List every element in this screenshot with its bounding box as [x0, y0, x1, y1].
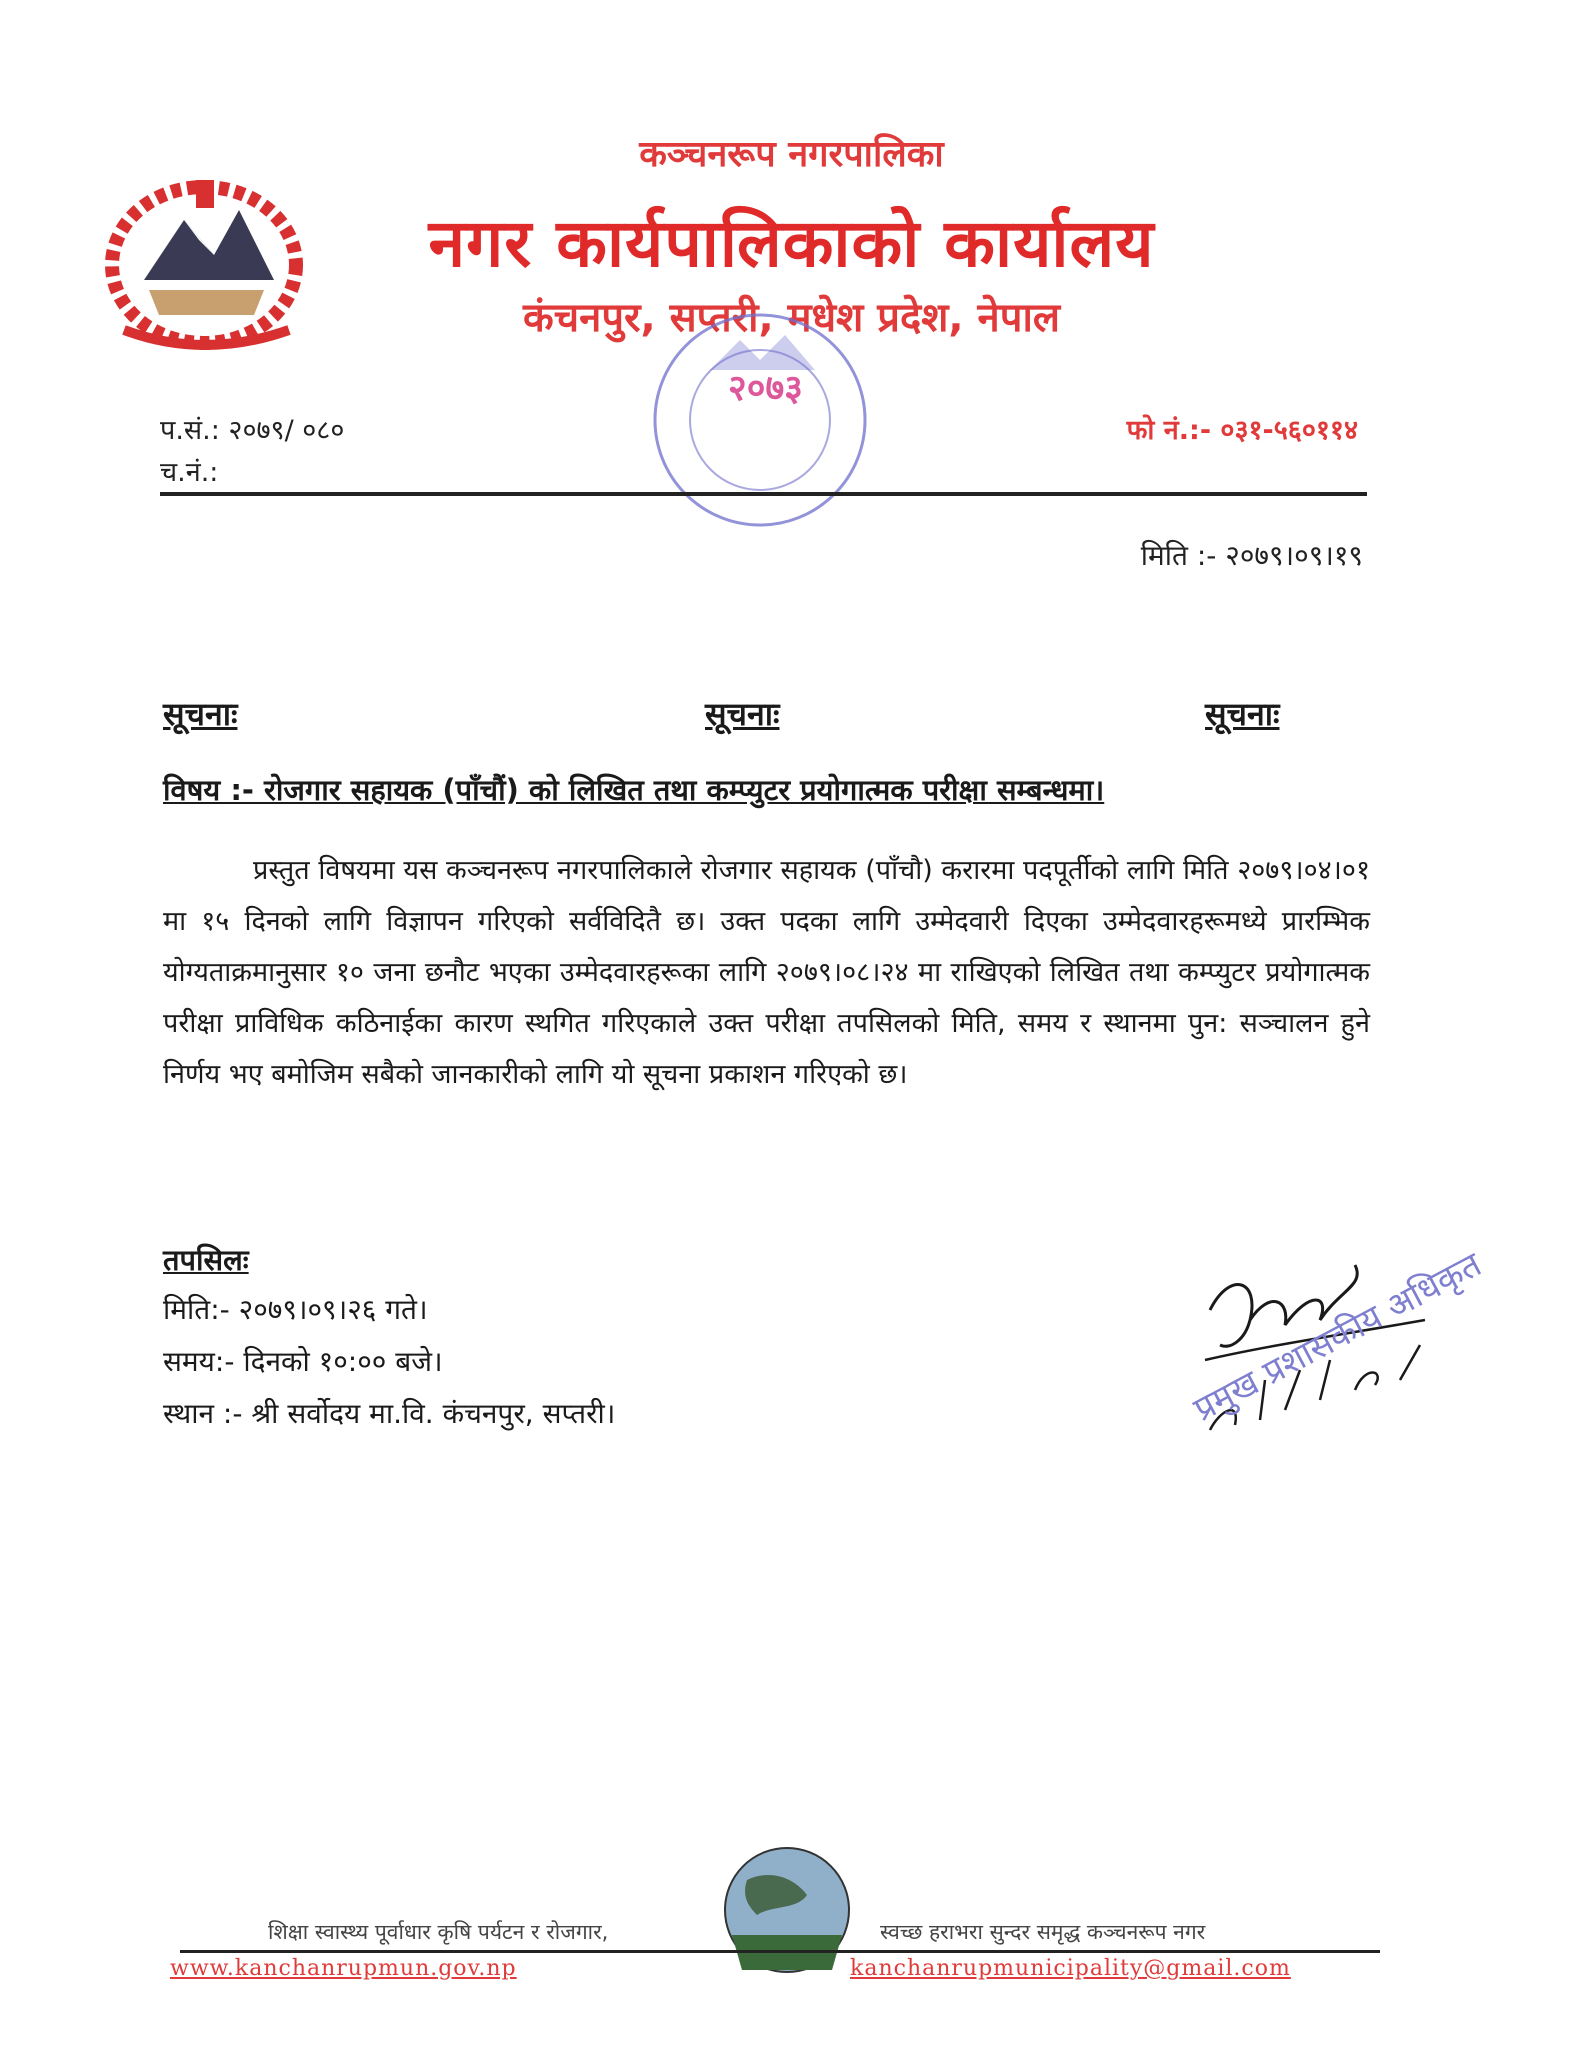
reference-number: प.सं.: २०७९/ ०८० — [160, 415, 345, 446]
dispatch-number: च.नं.: — [160, 457, 219, 488]
details-heading: तपसिलः — [163, 1243, 249, 1277]
office-address: कंचनपुर, सप्तरी, मधेश प्रदेश, नेपाल — [523, 295, 1060, 341]
exam-date: मिति:- २०७९।०९।२६ गते। — [163, 1293, 428, 1326]
stamp-year: २०७३ — [728, 368, 803, 409]
municipality-globe-logo — [712, 1840, 862, 1990]
footer-divider — [180, 1950, 1380, 1953]
notice-body: प्रस्तुत विषयमा यस कञ्चनरूप नगरपालिकाले रोजगार सहायक (पाँचौ) करारमा पदपूर्तीको लागि मिति २०७९।०४।०१ मा १५ दिनको लागि विज्ञापन गरिएको सर्वविदितै छ। उक्त पदका लागि उम्मेदवारी दिएका उम्मेदवारहरूमध्ये प्रारम्भिक योग्यताक्रमानुसार १० जना छनौट भएका उम्मेदवारहरूका लागि २०७९।०८।२४ मा राखिएको लिखित तथा कम्प्युटर प्रयोगात्मक परीक्षा प्राविधिक कठिनाईका कारण स्थगित गरिएकाले उक्त परीक्षा तपसिलको मिति, समय र स्थानमा पुन: सञ्चालन हुने निर्णय भए बमोजिम सबैको जानकारीको लागि यो सूचना प्रकाशन गरिएको छ। — [163, 855, 1370, 1090]
notice-heading-center: सूचनाः — [705, 695, 780, 733]
footer-email-link[interactable]: kanchanrupmunicipality@gmail.com — [850, 1956, 1291, 1981]
footer-motto-left: शिक्षा स्वास्थ्य पूर्वाधार कृषि पर्यटन र रोजगार, — [268, 1920, 609, 1944]
footer-website-link[interactable]: www.kanchanrupmun.gov.np — [170, 1956, 517, 1981]
exam-venue: स्थान :- श्री सर्वोदय मा.वि. कंचनपुर, सप्तरी। — [163, 1397, 616, 1430]
office-stamp — [610, 300, 900, 560]
notice-heading-left: सूचनाः — [163, 695, 238, 733]
subject-line: विषय :- रोजगार सहायक (पाँचौं) को लिखित तथा कम्प्युटर प्रयोगात्मक परीक्षा सम्बन्धमा। — [163, 773, 1105, 807]
notice-heading-right: सूचनाः — [1205, 695, 1280, 733]
header-divider — [160, 492, 1367, 496]
municipality-name: कञ्चनरूप नगरपालिका — [639, 134, 944, 175]
letter-date: मिति :- २०७९।०९।१९ — [1140, 539, 1363, 572]
office-title: नगर कार्यपालिकाको कार्यालय — [428, 205, 1155, 282]
exam-time: समय:- दिनको १०:०० बजे। — [163, 1345, 443, 1378]
phone-number: फो नं.:- ०३१-५६०११४ — [1126, 415, 1358, 446]
signatory-stamp: प्रमुख प्रशासकीय अधिकृत — [1187, 1244, 1488, 1430]
footer-motto-right: स्वच्छ हराभरा सुन्दर समृद्ध कञ्चनरूप नगर — [880, 1920, 1206, 1944]
